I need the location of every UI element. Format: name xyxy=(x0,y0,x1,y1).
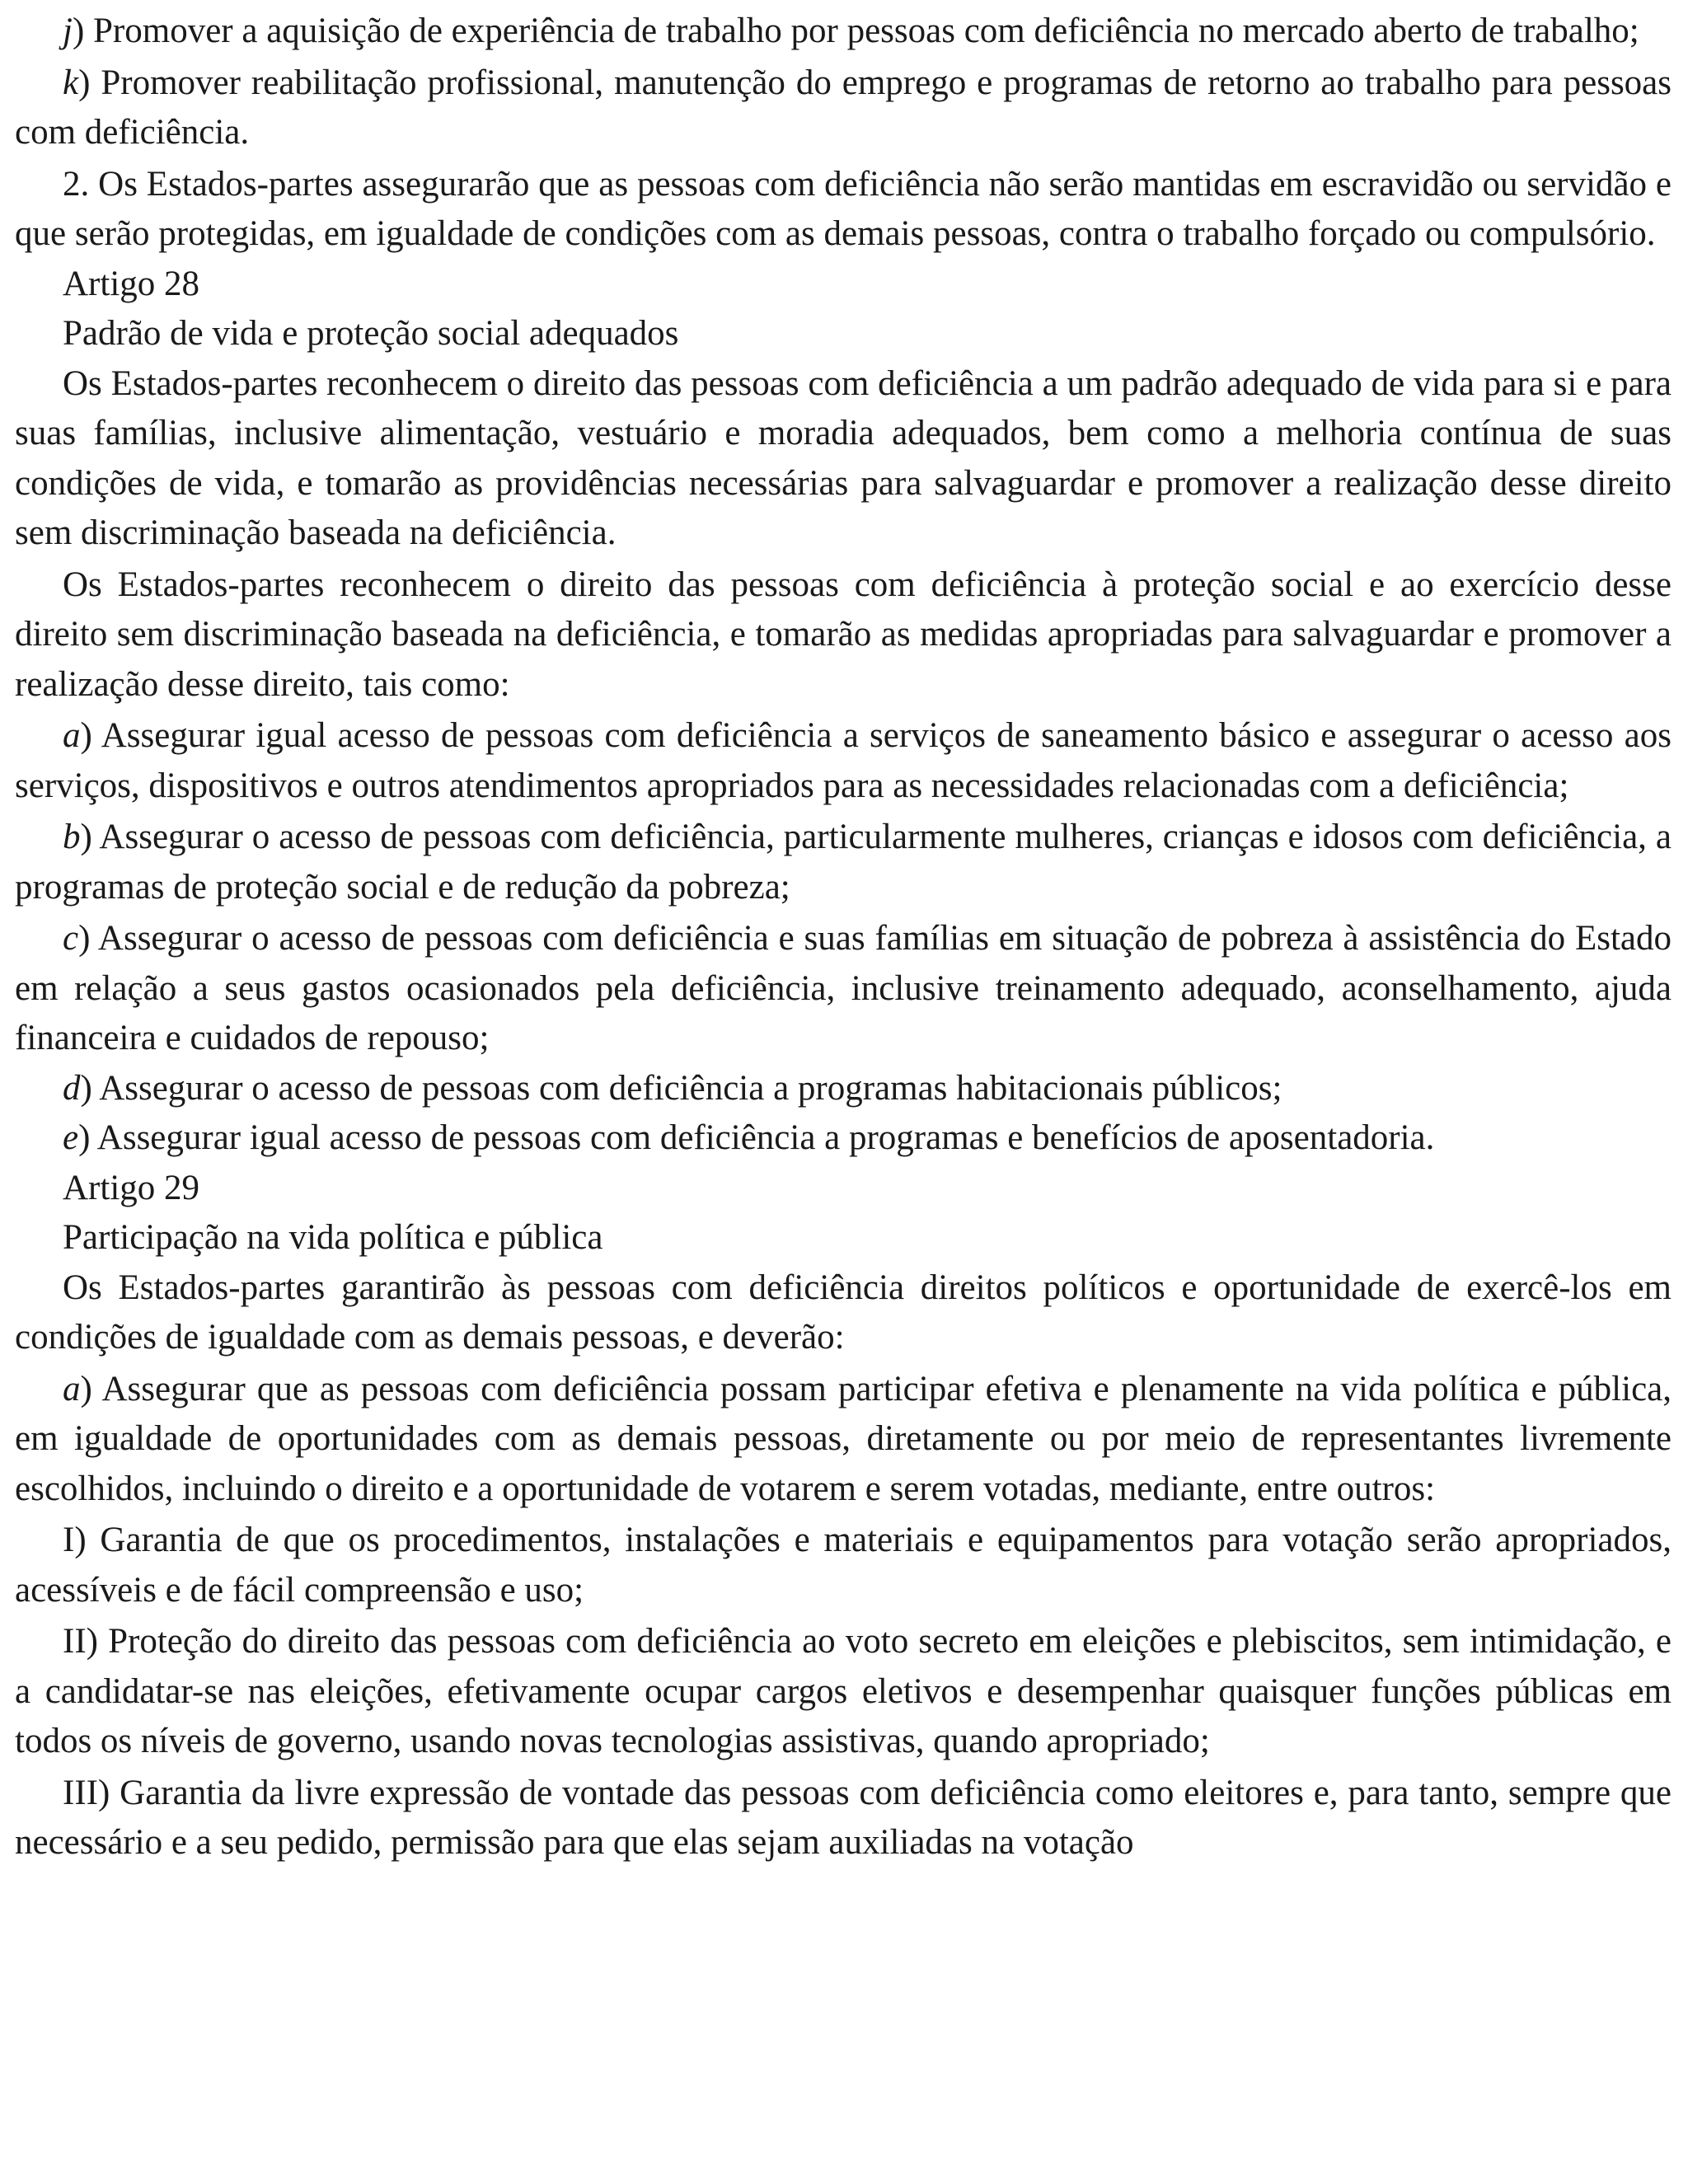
article-heading xyxy=(15,1164,1672,1214)
paragraph-text: 2. Os Estados-partes assegurarão que as pessoas com deficiência não serão mantidas em escravidão ou servidão e que serão protegidas, em igualdade de condições com as demais pessoas, contra o trabalho forçado ou compulsório. xyxy=(15,164,1672,253)
paragraph-text: II) Proteção do direito das pessoas com deficiência ao voto secreto em eleições e plebiscitos, sem intimidação, e a candidatar-se nas eleições, efetivamente ocupar cargos eletivos e desempenhar quaisquer funções públicas em todos os níveis de governo, usando novas tecnologias assistivas, quando apropriado; xyxy=(15,1622,1672,1760)
article-title-text: Participação na vida política e pública xyxy=(63,1218,603,1257)
item-letter: d xyxy=(63,1068,81,1108)
paragraph-item-e xyxy=(15,1113,1672,1164)
article-number: Artigo 28 xyxy=(63,264,200,303)
paragraph-item-d xyxy=(15,1064,1672,1114)
paragraph-text: ) Assegurar que as pessoas com deficiência possam participar efetiva e plenamente na vida política e pública, em igualdade de oportunidades com as demais pessoas, diretamente ou por meio de representantes livremente escolhidos, incluindo o direito e a oportunidade de votarem e serem votadas, mediante, entre outros: xyxy=(15,1369,1672,1508)
paragraph xyxy=(15,560,1672,710)
paragraph-text: ) Assegurar o acesso de pessoas com deficiência, particularmente mulheres, crianças e idosos com deficiência, a programas de proteção social e de redução da pobreza; xyxy=(15,818,1672,907)
item-letter: a xyxy=(63,1369,81,1408)
document-page xyxy=(15,7,1672,1868)
paragraph-text: ) Promover reabilitação profissional, manutenção do emprego e programas de retorno ao trabalho para pessoas com deficiência. xyxy=(15,63,1672,152)
paragraph-text: ) Assegurar igual acesso de pessoas com deficiência a programas e benefícios de aposentadoria. xyxy=(78,1118,1435,1157)
article-heading xyxy=(15,260,1672,310)
item-letter: k xyxy=(63,63,79,102)
paragraph-item-k xyxy=(15,59,1672,158)
item-letter: b xyxy=(63,818,81,856)
paragraph-text: ) Assegurar igual acesso de pessoas com deficiência a serviços de saneamento básico e assegurar o acesso aos serviços, dispositivos e outros atendimentos apropriados para as necessidades relacionadas com a deficiência; xyxy=(15,716,1672,805)
paragraph-item-c xyxy=(15,914,1672,1064)
paragraph-item-a xyxy=(15,1365,1672,1515)
article-title-text: Padrão de vida e proteção social adequados xyxy=(63,314,679,353)
paragraph-text: ) Assegurar o acesso de pessoas com deficiência e suas famílias em situação de pobreza à assistência do Estado em relação a seus gastos ocasionados pela deficiência, inclusive treinamento adequado, aconselhamento, ajuda financeira e cuidados de repouso; xyxy=(15,919,1672,1057)
paragraph-item-II xyxy=(15,1617,1672,1767)
article-title xyxy=(15,309,1672,359)
item-letter: a xyxy=(63,716,81,755)
paragraph-item-I xyxy=(15,1516,1672,1615)
item-letter: c xyxy=(63,919,79,958)
item-letter: e xyxy=(63,1118,79,1157)
paragraph-text: ) Promover a aquisição de experiência de trabalho por pessoas com deficiência no mercado aberto de trabalho; xyxy=(72,12,1639,50)
paragraph-item-III xyxy=(15,1769,1672,1868)
article-number: Artigo 29 xyxy=(63,1168,200,1207)
paragraph-text: Os Estados-partes reconhecem o direito das pessoas com deficiência a um padrão adequado de vida para si e para suas famílias, inclusive alimentação, vestuário e moradia adequados, bem como a melhoria contínua de suas condições de vida, e tomarão as providências necessárias para salvaguardar e promover a realização desse direito sem discriminação baseada na deficiência. xyxy=(15,363,1672,552)
paragraph-text: ) Assegurar o acesso de pessoas com deficiência a programas habitacionais públicos; xyxy=(80,1068,1282,1108)
paragraph-item-j xyxy=(15,7,1672,57)
paragraph-item-b xyxy=(15,813,1672,912)
paragraph-text: I) Garantia de que os procedimentos, instalações e materiais e equipamentos para votação serão apropriados, acessíveis e de fácil compreensão e uso; xyxy=(15,1521,1672,1610)
article-title xyxy=(15,1213,1672,1263)
paragraph-2 xyxy=(15,160,1672,260)
paragraph xyxy=(15,1263,1672,1363)
paragraph-text: Os Estados-partes reconhecem o direito das pessoas com deficiência à proteção social e ao exercício desse direito sem discriminação baseada na deficiência, e tomarão as medidas apropriadas para salvaguardar e promover a realização desse direito, tais como: xyxy=(15,565,1672,704)
paragraph-text: III) Garantia da livre expressão de vontade das pessoas com deficiência como eleitores e, para tanto, sempre que necessário e a seu pedido, permissão para que elas sejam auxiliadas na votação xyxy=(15,1773,1672,1862)
paragraph-text: Os Estados-partes garantirão às pessoas com deficiência direitos políticos e oportunidade de exercê-los em condições de igualdade com as demais pessoas, e deverão: xyxy=(15,1268,1672,1357)
paragraph xyxy=(15,359,1672,559)
paragraph-item-a xyxy=(15,711,1672,811)
item-letter: j xyxy=(63,12,73,50)
